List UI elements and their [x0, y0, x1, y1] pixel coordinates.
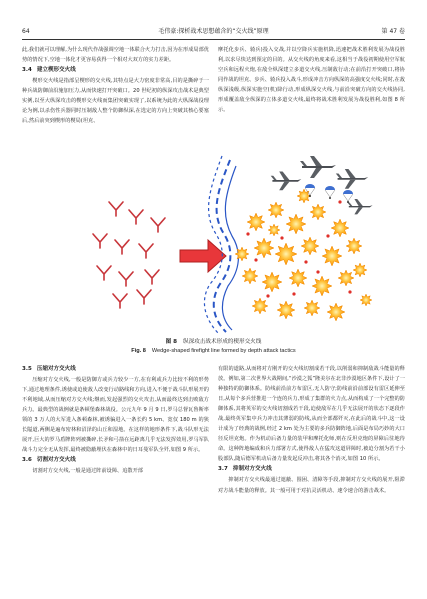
unit-chevron [119, 272, 133, 286]
impact-dot [338, 200, 341, 203]
unit-chevron [113, 294, 127, 308]
impact-dot [292, 292, 295, 295]
paratrooper-icons [305, 184, 353, 203]
unit-chevron [109, 202, 123, 216]
explosion-burst [346, 238, 362, 254]
aircraft-icon [300, 156, 336, 178]
explosion-burst [301, 237, 319, 255]
section-title: 抑制对方交火线 [232, 466, 272, 473]
section-number: 3.7 [218, 466, 228, 473]
left-column-bottom [22, 364, 209, 476]
explosion-burst [338, 270, 354, 286]
section-number: 3.5 [22, 366, 32, 372]
explosion-bursts [235, 189, 372, 321]
impact-dot [326, 234, 329, 237]
explosion-burst [331, 219, 349, 237]
impact-dot [266, 294, 269, 297]
impact-dot [304, 260, 307, 263]
right-column-bottom [218, 364, 405, 496]
unit-chevron [151, 218, 165, 232]
explosion-burst [277, 301, 295, 319]
section-number: 3.4 [22, 67, 32, 74]
impact-dot [316, 270, 319, 273]
explosion-burst [322, 246, 342, 266]
section-number: 3.6 [22, 457, 32, 464]
section-heading [22, 455, 209, 466]
volume-label: 第 47 卷 [381, 28, 405, 35]
header-rule [22, 39, 405, 40]
explosion-burst [360, 294, 372, 306]
paratrooper-icon [343, 190, 353, 203]
body-paragraph: 此,我们就可以理解,为什么现代作战强调空地一体联合火力打击,因为在形成局部优势的情况下,空地一体化才更容易获得一个相对大双方的实力差距。 [22, 47, 209, 64]
figure-caption-text: 纵深攻击战术形成的楔形交火线 [183, 339, 262, 345]
wedge-firefight-line-figure [60, 150, 380, 333]
unit-chevron [129, 210, 143, 224]
explosion-burst [242, 268, 258, 284]
explosion-burst [247, 213, 265, 231]
section-heading [22, 65, 209, 76]
body-paragraph: 抑制对方交火线最通过遮蔽、围困、清障等手段,抑制对方交火线的展开,阻滞对方战斗能量的释放。其一般可用于对抗灵活机动、速令速合的游击战术。 [218, 477, 405, 494]
explosion-burst [353, 263, 367, 277]
explosion-burst [252, 298, 268, 314]
figure-caption-text-en: Wedge-shaped firefight line formed by depth attack tactics [151, 348, 296, 354]
impact-dot [246, 232, 249, 235]
unit-chevron [93, 234, 107, 248]
body-paragraph: 楔形交火线是指部呈楔形的交火线,其特点是大力密度非常高,目的是撕碎于一种兵战防御前沿施加压力,从而快速打开突破口。20 世纪初的纵深攻击战术是典型实例,以至大纵深攻击的楔形交火线而集团突破实现了,以系统为此的大纵深战役理论为例,以杀伤性兵器同时压制敌人整个防御纵深,在选定的方向上突破其核心要塞后,然后前突到楔形的楔局(坦克、 [22, 78, 209, 125]
figure-caption-cn [22, 338, 405, 347]
section-title: 切割对方交火线 [36, 457, 76, 464]
explosion-burst [304, 300, 320, 316]
unit-chevron [137, 290, 151, 304]
right-column-top [218, 45, 405, 115]
explosion-burst [286, 214, 306, 234]
body-paragraph: 有限的道路,从而将对方刚开的交火线切割成若干段,以削弱和抑制敌战斗能量的释放。例如,第二次世界大战期间,“沙漠之狐”隆美尔在北非沙漠地区条件下,设计了一种独特的防御体系。防线前沿前方布雷区,无人防守;防线前沿前部设有雷区延伸至日,从每个多兵营推进一个连的兵力,形成了集群的火力点,从而构成了一个完整的防御体系,其将英军的交火线切割成若干段,迫使敌军在几乎无法展开的状态下逐段作战,最终英军集中兵力冲击其薄弱的防线,从而全部都歼灭,在此后的战斗中,这一设计成为了经典的战例,经过 2 km 处为主要的多兵防御阵地,后面是布局巧妙的大口径反坦克炮。作为机动后备力量的装甲和摩托化师,则在反坦克炮的屏障后驻地待命。这种阵地编成和兵力部署方式,使得敌人在猛攻这道屏障时,被迫分割为若干小股部队,随后德军机动后备力量发起反冲击,将其各个消灭,如图 10 所示。 [218, 366, 405, 463]
section-title: 建立楔形交火线 [36, 67, 76, 74]
friendly-formation-chevrons [93, 202, 165, 308]
explosion-burst [289, 269, 307, 287]
impact-dot [348, 290, 351, 293]
explosion-burst [327, 303, 345, 321]
explosion-burst [310, 204, 326, 220]
explosion-burst [268, 202, 284, 218]
figure-caption-en [22, 347, 405, 356]
unit-chevron [115, 240, 129, 254]
explosion-burst [262, 272, 282, 292]
aircraft-icon [336, 169, 368, 189]
running-header [22, 26, 405, 38]
aircraft-silhouettes [271, 156, 373, 214]
explosion-burst [275, 243, 297, 265]
explosion-burst [235, 247, 249, 261]
figure-number-en: Fig. 8 [131, 348, 146, 354]
body-paragraph: 切割对方交火线,一般是通过阵前设障、追散开部 [32, 468, 143, 475]
body-paragraph: 压缩对方交火线,一般是防御方或兵力较少一方,在有利或兵力比较不利的形势下,通过地理条件,诱使或迫使敌人改变行动路线和方向,进入不便于战斗队形展开的不利地域,从而压缩对方交火线;继而,发起强烈的交火攻击,从而最终达到击败敌方兵力。最典型的战例就是条顿堡森林战役。公元九年 9 月 9 日,罗马总督瓦鲁斯率领的 3 万人的大军进入条顿森林,被诱骗进入一条长约 5 km、宽仅 180 m 的狭长隘道,两侧是遍布密林和沼泽的山丘和湿地。在这样的地形条件下,战斗队形无法展开,巨大的罗马盾牌阵列被撕碎,长矛和弓箭在远距离几乎无法发挥效用,罗马军队战斗力完全无从发挥,最终被隐蔽埋伏在森林中的日耳曼军队全歼,如图 9 所示。 [22, 377, 209, 454]
explosion-burst [254, 238, 274, 258]
running-title: 毛伟豪:探析战术思想蕴含的“交火线”原理 [158, 28, 269, 35]
page-number: 64 [22, 28, 30, 35]
aircraft-icon [347, 199, 372, 214]
unit-chevron [139, 244, 153, 258]
unit-chevron [97, 266, 111, 280]
section-heading [218, 464, 405, 475]
aircraft-icon [271, 172, 302, 191]
figure-number: 图 8 [165, 339, 178, 345]
explosion-burst [297, 189, 311, 203]
left-column-top [22, 45, 209, 126]
body-paragraph: 摩托化步兵、骑兵)投入交战,并以空降兵实施机降,迅速把战术胜利发展为战役胜利,以求尽快达到预定的目的。从交火线的角度来看,这相当于战役初期使用空军航空兵和远程火炮,在敌全纵深建立多道交火线,压制敌行动;在前沿打开突破口,将协同作战的坦克、步兵、骑兵投入战斗,形成冲击方向纵深的高强度交火线;同时,在敌纵深浅级,纵深实施空(机)降行动,形成纵深交火线,与前沿突破方向的交火线协同,形成覆盖敌全纵深的立体多道交火线,最终将战术胜利发展为战役胜利,如图 8 所示。 [218, 47, 405, 114]
section-title: 压缩对方交火线 [36, 366, 76, 372]
impact-dot [254, 258, 257, 261]
explosion-burst [312, 276, 332, 296]
advance-arrow [180, 240, 226, 272]
impact-dot [280, 236, 283, 239]
section-heading [22, 364, 209, 375]
paratrooper-icon [325, 186, 335, 199]
unit-chevron [145, 270, 159, 284]
explosion-burst [268, 224, 280, 236]
